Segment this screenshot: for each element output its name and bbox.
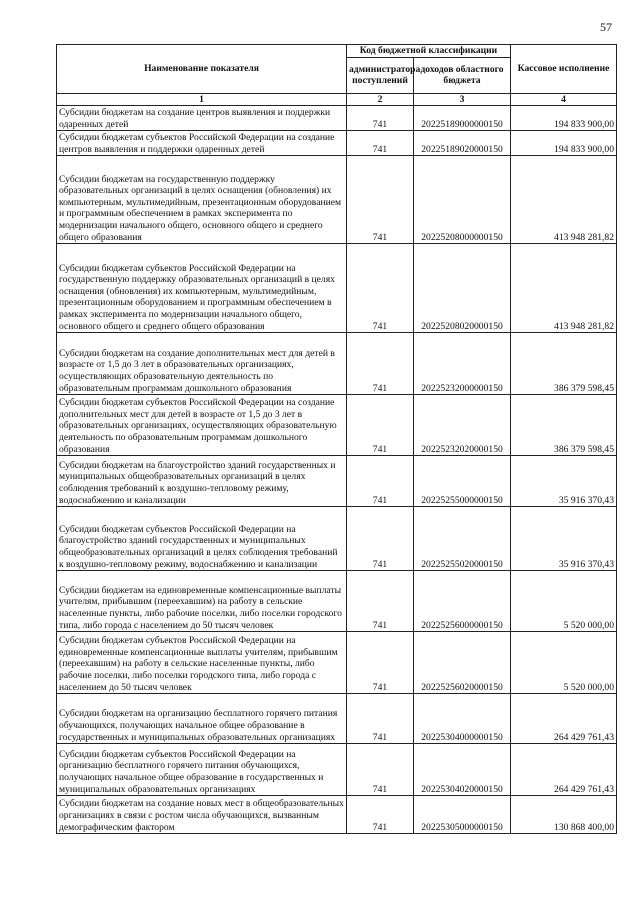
- row-name: Субсидии бюджетам на государственную поддержку образовательных организаций в целях оснащения (обновления) их компьютерным, мультимедийным, презентационным оборудованием и программным обеспечением в рамках эксперимента по модернизации начального общего, основного общего и среднего общего образования: [57, 156, 347, 244]
- row-amount: 413 948 281,82: [511, 156, 617, 244]
- row-code: 20225304020000150: [414, 744, 511, 796]
- row-admin: 741: [347, 244, 414, 333]
- row-admin: 741: [347, 395, 414, 456]
- row-admin: 741: [347, 694, 414, 744]
- header-name: Наименование показателя: [57, 45, 347, 94]
- row-code: 20225255020000150: [414, 507, 511, 571]
- row-amount: 194 833 900,00: [511, 106, 617, 131]
- header-income: доходов областного бюджета: [414, 57, 511, 93]
- row-admin: 741: [347, 131, 414, 156]
- table-body: [57, 106, 617, 834]
- row-amount: 35 916 370,43: [511, 456, 617, 507]
- row-amount: 130 868 400,00: [511, 796, 617, 834]
- row-admin: 741: [347, 744, 414, 796]
- row-name: Субсидии бюджетам субъектов Российской Федерации на единовременные компенсационные выплаты учителям, прибывшим (переехавшим) на работу в сельские населенные пункты, либо рабочие поселки, либо поселки городского типа, либо города с населением до 50 тысяч человек: [57, 632, 347, 694]
- row-code: 20225189000000150: [414, 106, 511, 131]
- row-admin: 741: [347, 333, 414, 395]
- row-name: Субсидии бюджетам на создание центров выявления и поддержки одаренных детей: [57, 106, 347, 131]
- row-code: 20225189020000150: [414, 131, 511, 156]
- table-row: [57, 744, 617, 796]
- table-row: [57, 456, 617, 507]
- page-number: 57: [600, 20, 612, 34]
- table-header: [57, 45, 617, 106]
- table-row: [57, 632, 617, 694]
- row-admin: 741: [347, 796, 414, 834]
- row-name: Субсидии бюджетам на организацию бесплатного горячего питания обучающихся, получающих начальное общее образование в государственных и муниципальных образовательных организациях: [57, 694, 347, 744]
- row-admin: 741: [347, 456, 414, 507]
- table-row: [57, 395, 617, 456]
- row-code: 20225232000000150: [414, 333, 511, 395]
- row-name: Субсидии бюджетам субъектов Российской Федерации на организацию бесплатного горячего питания обучающихся, получающих начальное общее образование в государственных и муниципальных образовательных организациях: [57, 744, 347, 796]
- row-name: Субсидии бюджетам на создание новых мест в общеобразовательных организациях в связи с ростом числа обучающихся, вызванным демографическим фактором: [57, 796, 347, 834]
- table-row: [57, 106, 617, 131]
- row-code: 20225255000000150: [414, 456, 511, 507]
- row-amount: 264 429 761,43: [511, 694, 617, 744]
- table-row: [57, 244, 617, 333]
- row-admin: 741: [347, 507, 414, 571]
- row-code: 20225256000000150: [414, 571, 511, 632]
- row-name: Субсидии бюджетам на создание дополнительных мест для детей в возрасте от 1,5 до 3 лет в образовательных организациях, осуществляющих образовательную деятельность по образовательным программам дошкольного образования: [57, 333, 347, 395]
- header-amount: Кассовое исполнение: [511, 45, 617, 94]
- row-amount: 386 379 598,45: [511, 395, 617, 456]
- table-row: [57, 131, 617, 156]
- header-num-4: 4: [511, 93, 617, 106]
- header-num-1: 1: [57, 93, 347, 106]
- row-code: 20225232020000150: [414, 395, 511, 456]
- row-amount: 413 948 281,82: [511, 244, 617, 333]
- header-num-2: 2: [347, 93, 414, 106]
- budget-table: [56, 44, 617, 834]
- row-name: Субсидии бюджетам на единовременные компенсационные выплаты учителям, прибывшим (переехавшим) на работу в сельские населенные пункты, либо рабочие поселки, либо поселки городского типа, либо города с населением до 50 тысяч человек: [57, 571, 347, 632]
- table-row: [57, 796, 617, 834]
- row-admin: 741: [347, 106, 414, 131]
- row-admin: 741: [347, 156, 414, 244]
- row-name: Субсидии бюджетам субъектов Российской Федерации на создание центров выявления и поддержки одаренных детей: [57, 131, 347, 156]
- row-amount: 35 916 370,43: [511, 507, 617, 571]
- row-code: 20225305000000150: [414, 796, 511, 834]
- row-name: Субсидии бюджетам субъектов Российской Федерации на благоустройство зданий государственных и муниципальных общеобразовательных организаций в целях соблюдения требований к воздушно-тепловому режиму, водоснабжению и канализации: [57, 507, 347, 571]
- row-name: Субсидии бюджетам на благоустройство зданий государственных и муниципальных общеобразовательных организаций в целях соблюдения требований к воздушно-тепловому режиму, водоснабжению и канализации: [57, 456, 347, 507]
- header-num-3: 3: [414, 93, 511, 106]
- row-amount: 5 520 000,00: [511, 571, 617, 632]
- table-row: [57, 694, 617, 744]
- header-admin: администратора поступлений: [347, 57, 414, 93]
- row-name: Субсидии бюджетам субъектов Российской Федерации на государственную поддержку образовательных организаций в целях оснащения (обновления) их компьютерным, мультимедийным, презентационным оборудованием и программным обеспечением в рамках эксперимента по модернизации начального общего, основного общего и среднего общего образования: [57, 244, 347, 333]
- row-admin: 741: [347, 632, 414, 694]
- row-code: 20225208000000150: [414, 156, 511, 244]
- table-row: [57, 571, 617, 632]
- row-code: 20225304000000150: [414, 694, 511, 744]
- table-row: [57, 156, 617, 244]
- table-row: [57, 507, 617, 571]
- row-amount: 386 379 598,45: [511, 333, 617, 395]
- header-kbk: Код бюджетной классификации: [347, 45, 511, 58]
- row-name: Субсидии бюджетам субъектов Российской Федерации на создание дополнительных мест для детей в возрасте от 1,5 до 3 лет в образовательных организациях, осуществляющих образовательную деятельность по образовательным программам дошкольного образования: [57, 395, 347, 456]
- row-code: 20225256020000150: [414, 632, 511, 694]
- row-amount: 5 520 000,00: [511, 632, 617, 694]
- row-amount: 264 429 761,43: [511, 744, 617, 796]
- row-code: 20225208020000150: [414, 244, 511, 333]
- row-admin: 741: [347, 571, 414, 632]
- row-amount: 194 833 900,00: [511, 131, 617, 156]
- table-row: [57, 333, 617, 395]
